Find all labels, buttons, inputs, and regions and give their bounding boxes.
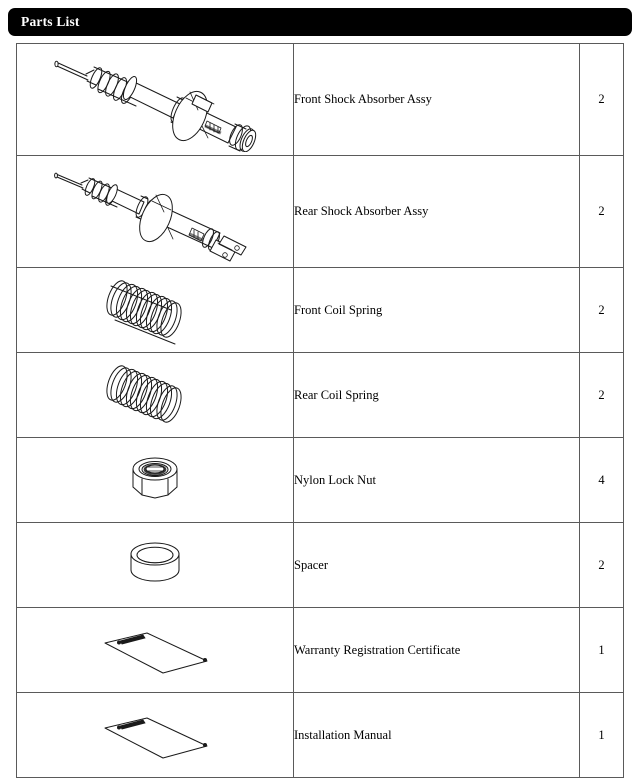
table-row xyxy=(17,156,624,268)
part-image-cell xyxy=(17,268,294,353)
part-quantity: 1 xyxy=(580,608,624,693)
part-quantity: 2 xyxy=(580,268,624,353)
table-row xyxy=(17,693,624,778)
part-image-cell xyxy=(17,156,294,268)
part-name: Warranty Registration Certificate xyxy=(294,608,580,693)
part-quantity: 2 xyxy=(580,353,624,438)
front-shock-absorber-illustration xyxy=(40,48,270,152)
part-image-cell xyxy=(17,353,294,438)
table-row xyxy=(17,44,624,156)
part-name: Rear Coil Spring xyxy=(294,353,580,438)
parts-list-table xyxy=(16,43,624,778)
spacer-illustration xyxy=(119,536,191,594)
part-quantity: 2 xyxy=(580,156,624,268)
page-title: Parts List xyxy=(21,14,80,29)
part-quantity: 2 xyxy=(580,44,624,156)
table-row xyxy=(17,268,624,353)
part-name: Installation Manual xyxy=(294,693,580,778)
part-image-cell xyxy=(17,693,294,778)
part-image-cell xyxy=(17,438,294,523)
parts-list-header-bar xyxy=(8,8,632,36)
warranty-certificate-illustration xyxy=(85,619,225,681)
table-row xyxy=(17,438,624,523)
part-quantity: 1 xyxy=(580,693,624,778)
installation-manual-illustration xyxy=(85,704,225,766)
part-image-cell xyxy=(17,608,294,693)
part-name: Spacer xyxy=(294,523,580,608)
part-name: Front Coil Spring xyxy=(294,268,580,353)
part-image-cell xyxy=(17,44,294,156)
part-quantity: 2 xyxy=(580,523,624,608)
front-coil-spring-illustration xyxy=(85,272,225,348)
table-row xyxy=(17,523,624,608)
table-row xyxy=(17,608,624,693)
rear-coil-spring-illustration xyxy=(85,357,225,433)
part-name: Front Shock Absorber Assy xyxy=(294,44,580,156)
nylon-lock-nut-illustration xyxy=(119,449,191,511)
table-row xyxy=(17,353,624,438)
part-name: Nylon Lock Nut xyxy=(294,438,580,523)
part-image-cell xyxy=(17,523,294,608)
rear-shock-absorber-illustration xyxy=(40,160,270,264)
part-name: Rear Shock Absorber Assy xyxy=(294,156,580,268)
part-quantity: 4 xyxy=(580,438,624,523)
